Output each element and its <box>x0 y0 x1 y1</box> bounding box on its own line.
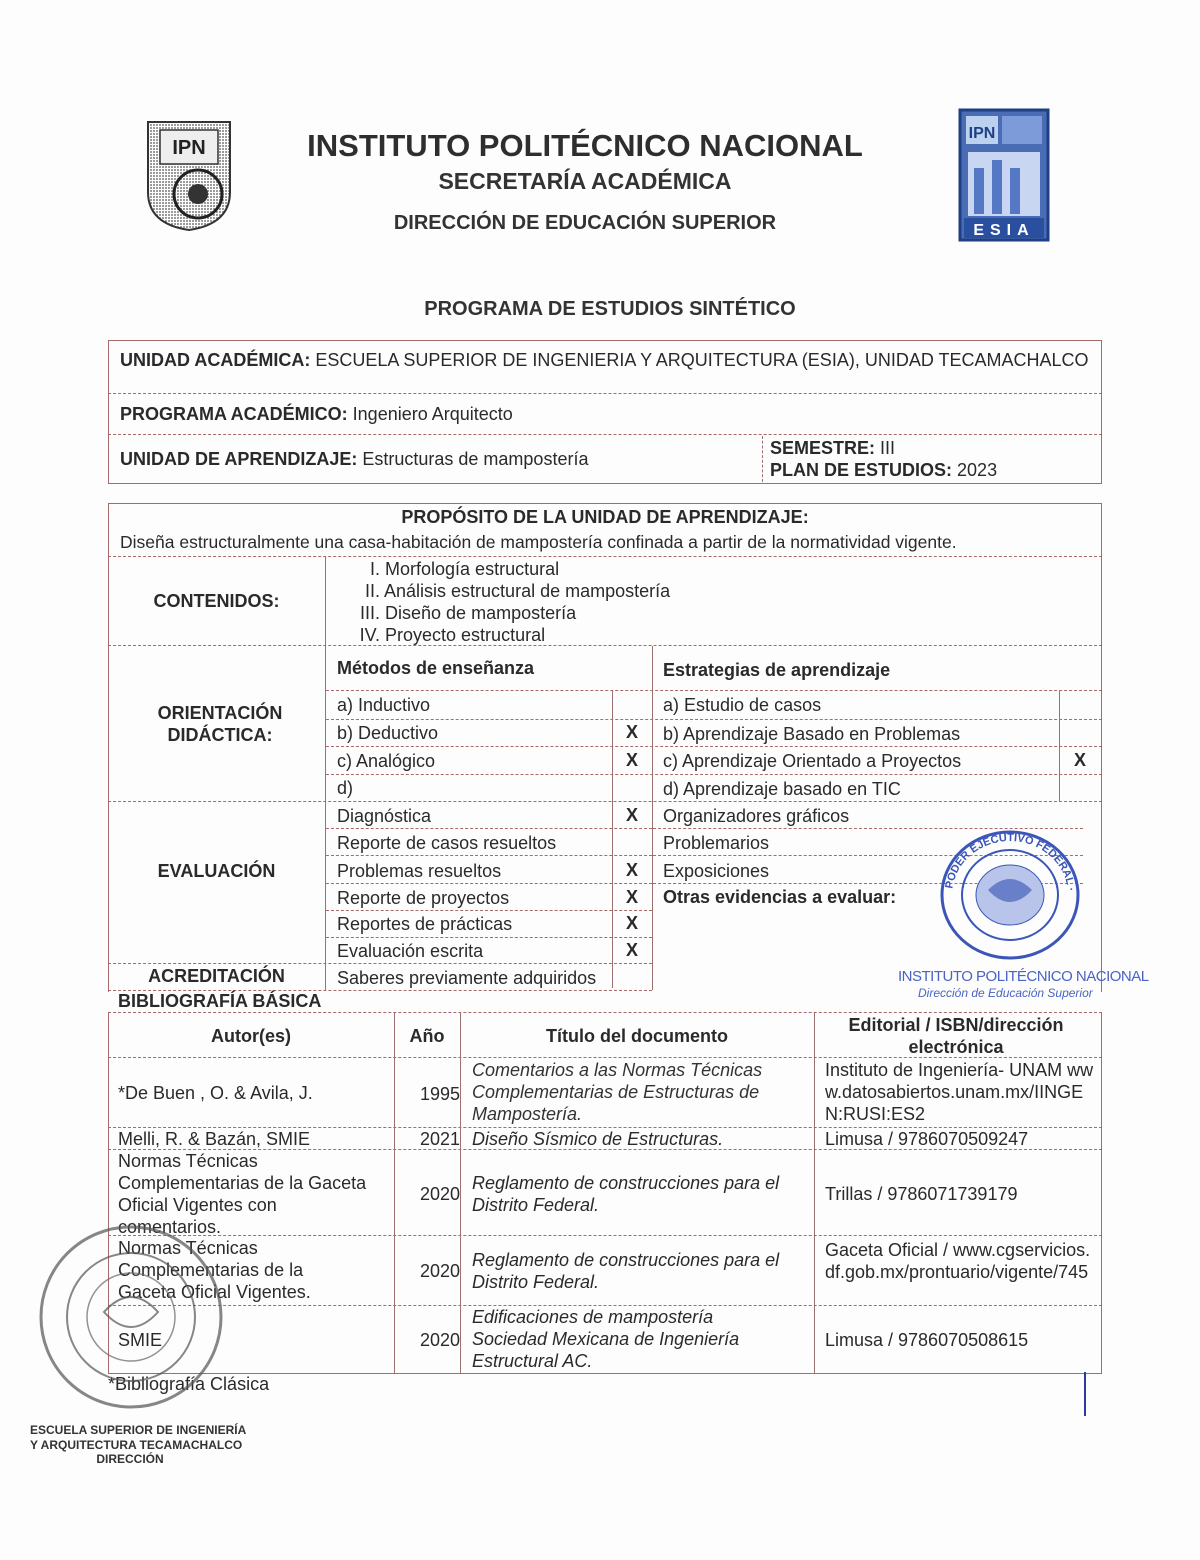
svg-text:IPN: IPN <box>968 125 996 142</box>
row-titulo: Edificaciones de mampostería Sociedad Mexicana de Ingeniería Estructural AC. <box>472 1307 740 1371</box>
row-autor: Normas Técnicas Complementarias de la Gaceta Oficial Vigentes con comentarios. <box>118 1151 367 1237</box>
svg-text:IPN: IPN <box>172 137 206 159</box>
row-autor: Melli, R. & Bazán, SMIE <box>118 1129 311 1149</box>
pen-mark <box>1084 1372 1086 1416</box>
semestre-label: SEMESTRE: <box>770 438 876 458</box>
estrategias-heading: Estrategias de aprendizaje <box>663 660 891 680</box>
row-autor: *De Buen , O. & Avila, J. <box>118 1083 313 1103</box>
program-title: PROGRAMA DE ESTUDIOS SINTÉTICO <box>424 298 796 320</box>
list-item: II. Análisis estructural de mampostería <box>364 581 671 601</box>
col-autor: Autor(es) <box>211 1026 291 1046</box>
acreditacion-label: ACREDITACIÓN <box>148 966 285 986</box>
plan-label: PLAN DE ESTUDIOS: <box>770 460 953 480</box>
bibliografia-footnote: *Bibliografía Clásica <box>108 1374 270 1394</box>
table-row <box>108 1057 1102 1127</box>
programa-row <box>120 404 513 425</box>
esia-logo <box>958 108 1050 242</box>
svg-text:ESIA: ESIA <box>973 222 1035 239</box>
unidad-academica-value: ESCUELA SUPERIOR DE INGENIERIA Y ARQUITECTURA (ESIA), UNIDAD TECAMACHALCO <box>315 350 1089 370</box>
eval-right-3: Exposiciones <box>663 861 770 881</box>
eval-left-3: Problemas resueltos <box>337 861 502 881</box>
metodo-b: b) Deductivo <box>337 723 439 743</box>
eval-left-4-mark: X <box>625 887 638 907</box>
row-editorial: Instituto de Ingeniería- UNAM www.datosabiertos.unam.mx/IINGEN:RUSI:ES2 <box>825 1060 1094 1124</box>
eval-left-1: Diagnóstica <box>337 806 432 826</box>
metodo-d: d) <box>337 778 354 798</box>
metodos-heading: Métodos de enseñanza <box>337 658 535 678</box>
eval-left-3-mark: X <box>625 860 638 880</box>
row-editorial: Trillas / 9786071739179 <box>825 1184 1018 1204</box>
estrategia-d: d) Aprendizaje basado en TIC <box>663 779 901 799</box>
row-titulo: Comentarios a las Normas Técnicas Complementarias de Estructuras de Mampostería. <box>472 1060 763 1124</box>
table-row <box>108 1235 1102 1305</box>
eval-left-5-mark: X <box>625 913 638 933</box>
row-anio: 2020 <box>419 1330 460 1350</box>
col-titulo: Título del documento <box>546 1026 728 1046</box>
list-item: I. Morfología estructural <box>369 559 560 579</box>
metodo-c-mark: X <box>625 750 638 770</box>
eval-left-6-mark: X <box>625 940 638 960</box>
list-item: IV. Proyecto estructural <box>359 625 546 645</box>
metodo-b-mark: X <box>625 722 638 742</box>
row-editorial: Limusa / 9786070508615 <box>825 1330 1029 1350</box>
metodo-a: a) Inductivo <box>337 695 431 715</box>
plan-row <box>770 460 997 481</box>
footer-stamp-line1: ESCUELA SUPERIOR DE INGENIERÍA <box>30 1423 247 1437</box>
proposito-heading: PROPÓSITO DE LA UNIDAD DE APRENDIZAJE: <box>401 507 809 527</box>
eval-left-1-mark: X <box>625 805 638 825</box>
row-anio: 2021 <box>419 1129 460 1149</box>
estrategia-c-mark: X <box>1073 750 1086 770</box>
eval-right-1: Organizadores gráficos <box>663 806 850 826</box>
row-editorial: Limusa / 9786070509247 <box>825 1129 1029 1149</box>
acreditacion-value: Saberes previamente adquiridos <box>337 968 597 988</box>
proposito-text: Diseña estructuralmente una casa-habitación de mampostería confinada a partir de la normatividad vigente. <box>120 532 957 552</box>
row-editorial: Gaceta Oficial / www.cgservicios.df.gob.mx/prontuario/vigente/745 <box>825 1240 1091 1282</box>
unidad-academica-row <box>120 350 1092 371</box>
institute-title: INSTITUTO POLITÉCNICO NACIONAL <box>307 128 863 163</box>
programa-value: Ingeniero Arquitecto <box>352 404 513 424</box>
col-editorial: Editorial / ISBN/dirección electrónica <box>848 1015 1064 1057</box>
evaluacion-label: EVALUACIÓN <box>157 861 276 881</box>
row-anio: 2020 <box>419 1261 460 1281</box>
list-item: III. Diseño de mampostería <box>359 603 577 623</box>
unidad-academica-label: UNIDAD ACADÉMICA: <box>120 350 311 370</box>
unidad-aprendizaje-label: UNIDAD DE APRENDIZAJE: <box>120 449 358 469</box>
eval-right-2: Problemarios <box>663 833 770 853</box>
semestre-row <box>770 438 895 459</box>
row-anio: 1995 <box>419 1084 460 1104</box>
direccion-title: DIRECCIÓN DE EDUCACIÓN SUPERIOR <box>393 212 777 234</box>
unidad-aprendizaje-row <box>120 449 588 470</box>
eval-right-4: Otras evidencias a evaluar: <box>663 887 897 907</box>
eval-left-5: Reportes de prácticas <box>337 914 513 934</box>
row-anio: 2020 <box>419 1184 460 1204</box>
footer-stamp-line3: DIRECCIÓN <box>96 1452 164 1466</box>
secretaria-title: SECRETARÍA ACADÉMICA <box>438 168 732 194</box>
stamp-inst-text: INSTITUTO POLITÉCNICO NACIONAL <box>898 968 1149 985</box>
bibliografia-heading: BIBLIOGRAFÍA BÁSICA <box>118 991 322 1011</box>
contenidos-list <box>330 558 670 646</box>
semestre-value: III <box>880 438 896 458</box>
eval-left-6: Evaluación escrita <box>337 941 484 961</box>
table-row <box>108 1305 1102 1372</box>
footer-stamp-line2: Y ARQUITECTURA TECAMACHALCO <box>30 1438 243 1452</box>
stamp-dir-text: Dirección de Educación Superior <box>918 986 1093 1000</box>
table-row <box>108 1149 1102 1235</box>
svg-text:PODER EJECUTIVO FEDERAL · MÉXI: PODER EJECUTIVO FEDERAL · <box>943 831 1077 892</box>
col-anio: Año <box>409 1026 445 1046</box>
programa-label: PROGRAMA ACADÉMICO: <box>120 404 348 424</box>
metodo-c: c) Analógico <box>337 751 436 771</box>
row-titulo: Diseño Sísmico de Estructuras. <box>472 1129 724 1149</box>
unidad-aprendizaje-value: Estructuras de mampostería <box>362 449 589 469</box>
row-titulo: Reglamento de construcciones para el Distrito Federal. <box>472 1173 780 1215</box>
table-row <box>108 1127 1102 1149</box>
estrategia-a: a) Estudio de casos <box>663 695 822 715</box>
eval-left-4: Reporte de proyectos <box>337 888 510 908</box>
school-seal <box>34 1222 228 1412</box>
orientacion-label: ORIENTACIÓN DIDÁCTICA: <box>157 703 283 745</box>
row-titulo: Reglamento de construcciones para el Distrito Federal. <box>472 1250 780 1292</box>
plan-value: 2023 <box>957 460 998 480</box>
estrategia-b: b) Aprendizaje Basado en Problemas <box>663 724 961 744</box>
row-autor: Normas Técnicas Complementarias de la Gaceta Oficial Vigentes. <box>118 1238 311 1302</box>
eval-left-2: Reporte de casos resueltos <box>337 833 557 853</box>
row-autor: SMIE <box>118 1330 163 1350</box>
official-seal <box>938 828 1082 962</box>
estrategia-c: c) Aprendizaje Orientado a Proyectos <box>663 751 962 771</box>
contenidos-label: CONTENIDOS: <box>153 591 280 611</box>
